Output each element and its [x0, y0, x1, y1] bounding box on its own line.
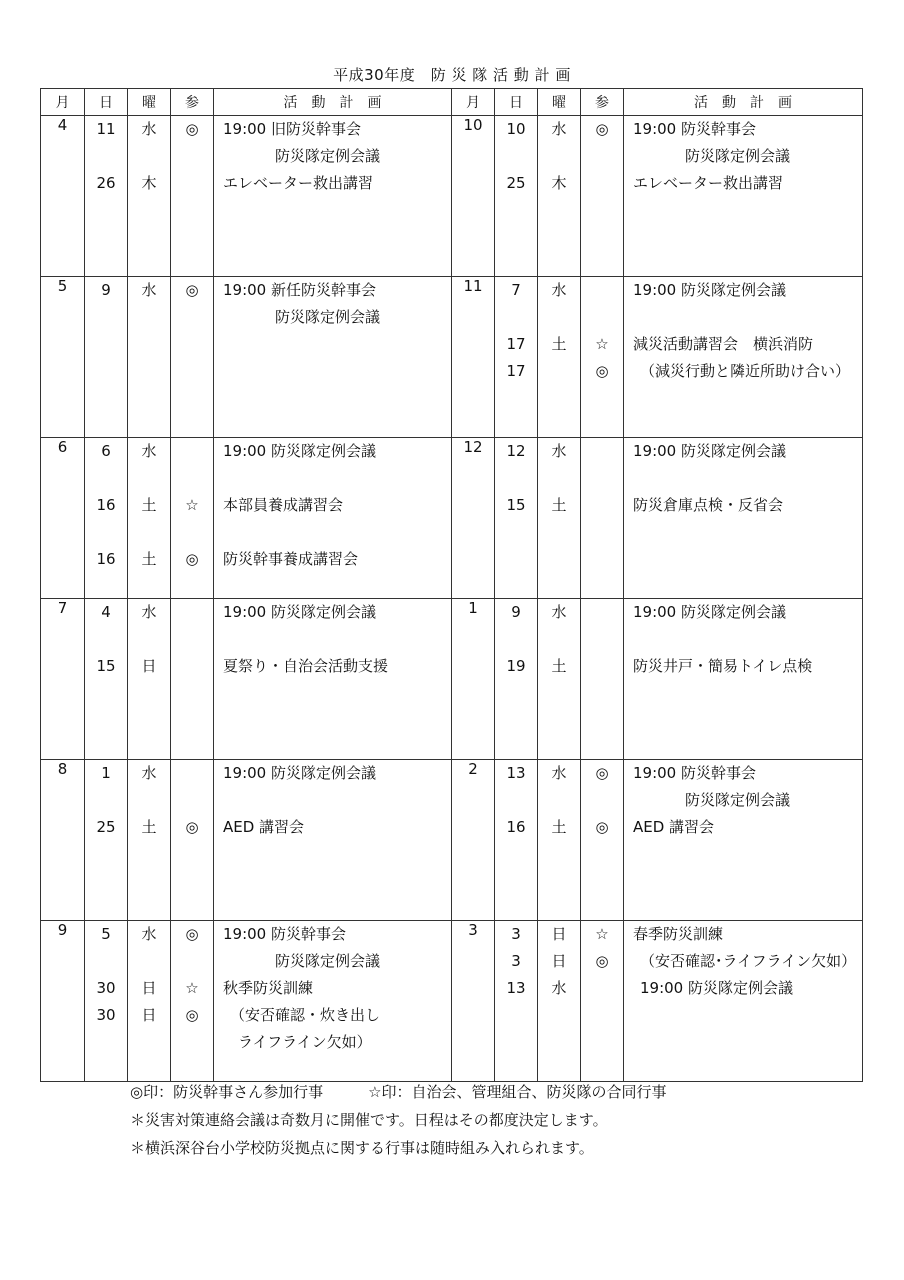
- plan-text: 19:00 防災幹事会: [633, 120, 756, 138]
- header-weekday: 曜: [128, 89, 171, 116]
- weekday-cell: [128, 760, 171, 921]
- day-cell: [495, 921, 538, 1082]
- day-value: 30: [96, 979, 116, 997]
- day-value: [85, 626, 127, 653]
- day-cell: [495, 116, 538, 277]
- plan-text: 減災活動講習会 横浜消防: [633, 335, 814, 353]
- plan-text: 防災隊定例会議: [275, 308, 381, 326]
- weekday-value: 土: [551, 335, 567, 353]
- day-value: 3: [511, 925, 521, 943]
- day-value: [85, 465, 127, 492]
- month-number: 3: [468, 921, 478, 939]
- weekday-value: [128, 519, 170, 546]
- weekday-value: 日: [551, 952, 567, 970]
- day-value: 9: [511, 603, 521, 621]
- plan-text: 19:00 旧防災幹事会: [223, 120, 361, 138]
- plan-text: エレベーター救出講習: [223, 174, 374, 192]
- note-school-base: ＊横浜深谷台小学校防災拠点に関する行事は随時組み入れられます。: [130, 1139, 594, 1157]
- month-cell: [41, 760, 85, 921]
- day-value: 15: [96, 657, 116, 675]
- participation-mark: [581, 277, 623, 304]
- participation-mark: ◎: [595, 362, 609, 380]
- day-value: 12: [506, 442, 526, 460]
- weekday-value: 日: [141, 979, 157, 997]
- participation-cell: [171, 921, 214, 1082]
- day-value: 25: [96, 818, 116, 836]
- participation-mark: [171, 1029, 213, 1056]
- weekday-value: 日: [551, 925, 567, 943]
- participation-mark: [581, 465, 623, 492]
- weekday-value: 水: [551, 120, 567, 138]
- participation-mark: ◎: [595, 120, 609, 138]
- month-row: [41, 760, 863, 921]
- weekday-value: 水: [141, 603, 157, 621]
- participation-mark: ◎: [185, 550, 199, 568]
- weekday-value: [538, 304, 580, 331]
- weekday-value: 水: [141, 764, 157, 782]
- day-cell: [495, 277, 538, 438]
- participation-mark: [581, 438, 623, 465]
- day-value: 30: [96, 1006, 116, 1024]
- plan-cell: [214, 921, 452, 1082]
- day-cell: [85, 760, 128, 921]
- day-value: 3: [511, 952, 521, 970]
- plan-cell: [214, 116, 452, 277]
- weekday-value: 日: [141, 657, 157, 675]
- plan-cell: [624, 599, 863, 760]
- participation-cell: [581, 438, 624, 599]
- day-value: 13: [506, 764, 526, 782]
- plan-text: AED 講習会: [223, 818, 305, 836]
- plan-cell: [624, 438, 863, 599]
- plan-cell: [624, 116, 863, 277]
- participation-mark: [171, 170, 213, 197]
- month-cell: [452, 438, 495, 599]
- header-plan: 活 動 計 画: [214, 89, 452, 116]
- plan-text: 19:00 防災幹事会: [223, 925, 346, 943]
- plan-cell: [214, 277, 452, 438]
- participation-cell: [581, 116, 624, 277]
- month-cell: [452, 277, 495, 438]
- weekday-value: 水: [141, 442, 157, 460]
- plan-cell: [624, 921, 863, 1082]
- plan-text: 19:00 防災隊定例会議: [640, 979, 793, 997]
- participation-mark: [171, 599, 213, 626]
- weekday-value: 土: [141, 818, 157, 836]
- weekday-value: 水: [141, 925, 157, 943]
- month-cell: [452, 116, 495, 277]
- day-value: [495, 465, 537, 492]
- participation-mark: [171, 787, 213, 814]
- weekday-value: 水: [551, 764, 567, 782]
- month-cell: [452, 921, 495, 1082]
- weekday-value: 日: [141, 1006, 157, 1024]
- participation-mark: [171, 465, 213, 492]
- weekday-cell: [128, 277, 171, 438]
- day-value: [85, 948, 127, 975]
- month-number: 10: [463, 116, 483, 134]
- plan-text: 19:00 防災隊定例会議: [223, 764, 376, 782]
- day-value: 15: [506, 496, 526, 514]
- header-plan: 活 動 計 画: [624, 89, 863, 116]
- month-cell: [41, 921, 85, 1082]
- month-row: [41, 116, 863, 277]
- participation-mark: [171, 438, 213, 465]
- day-value: [85, 1029, 127, 1056]
- header-month: 月: [452, 89, 495, 116]
- participation-mark: [171, 143, 213, 170]
- plan-text: エレベーター救出講習: [633, 174, 784, 192]
- day-value: 11: [96, 120, 116, 138]
- header-participation: 参: [581, 89, 624, 116]
- weekday-value: 土: [141, 496, 157, 514]
- day-cell: [85, 599, 128, 760]
- weekday-value: 水: [141, 120, 157, 138]
- plan-text: AED 講習会: [633, 818, 715, 836]
- plan-cell: [214, 599, 452, 760]
- day-cell: [85, 116, 128, 277]
- participation-cell: [171, 760, 214, 921]
- plan-text: 19:00 新任防災幹事会: [223, 281, 376, 299]
- participation-mark: [171, 626, 213, 653]
- participation-cell: [581, 277, 624, 438]
- month-number: 1: [468, 599, 478, 617]
- note-disaster-meeting: ＊災害対策連絡会議は奇数月に開催です。日程はその都度決定します。: [130, 1111, 608, 1129]
- day-value: [495, 143, 537, 170]
- plan-text: [214, 465, 451, 492]
- plan-text: [214, 787, 451, 814]
- day-value: 13: [506, 979, 526, 997]
- weekday-value: [128, 304, 170, 331]
- plan-text: 防災隊定例会議: [275, 147, 381, 165]
- weekday-cell: [538, 277, 581, 438]
- day-value: [495, 787, 537, 814]
- page-title: 平成30年度 防 災 隊 活 動 計 画: [333, 66, 571, 84]
- month-cell: [41, 599, 85, 760]
- participation-mark: ◎: [595, 952, 609, 970]
- month-number: 5: [57, 277, 68, 295]
- plan-text: （減災行動と隣近所助け合い）: [640, 362, 851, 380]
- day-value: [85, 519, 127, 546]
- day-value: 19: [506, 657, 526, 675]
- weekday-value: 土: [141, 550, 157, 568]
- weekday-value: 水: [551, 979, 567, 997]
- weekday-value: 水: [551, 603, 567, 621]
- day-value: 16: [96, 496, 116, 514]
- month-number: 9: [57, 921, 68, 939]
- month-number: 4: [57, 116, 68, 134]
- day-value: [85, 787, 127, 814]
- day-cell: [495, 599, 538, 760]
- plan-text: 19:00 防災隊定例会議: [633, 603, 786, 621]
- plan-text: 19:00 防災隊定例会議: [633, 442, 786, 460]
- day-value: 7: [511, 281, 521, 299]
- weekday-value: 土: [551, 496, 567, 514]
- weekday-value: 土: [551, 657, 567, 675]
- weekday-value: [128, 143, 170, 170]
- participation-mark: [581, 626, 623, 653]
- header-participation: 参: [171, 89, 214, 116]
- month-cell: [452, 760, 495, 921]
- weekday-value: 水: [551, 281, 567, 299]
- header-weekday: 曜: [538, 89, 581, 116]
- day-value: 9: [101, 281, 111, 299]
- day-value: 17: [506, 362, 526, 380]
- weekday-value: [128, 626, 170, 653]
- participation-mark: ◎: [185, 1006, 199, 1024]
- plan-text: [214, 519, 451, 546]
- day-value: 16: [96, 550, 116, 568]
- activity-plan-table: [40, 88, 863, 1082]
- plan-text: 19:00 防災幹事会: [633, 764, 756, 782]
- weekday-value: [128, 1029, 170, 1056]
- month-row: [41, 277, 863, 438]
- weekday-value: 木: [141, 174, 157, 192]
- day-value: 26: [96, 174, 116, 192]
- plan-text: 春季防災訓練: [633, 925, 724, 943]
- day-value: 25: [506, 174, 526, 192]
- plan-text: （安否確認・炊き出し: [230, 1006, 381, 1024]
- plan-cell: [624, 277, 863, 438]
- weekday-cell: [538, 921, 581, 1082]
- header-month: 月: [41, 89, 85, 116]
- participation-mark: ☆: [185, 496, 199, 514]
- plan-text: 19:00 防災隊定例会議: [223, 442, 376, 460]
- participation-mark: [171, 304, 213, 331]
- weekday-value: 水: [551, 442, 567, 460]
- weekday-cell: [538, 760, 581, 921]
- month-cell: [41, 438, 85, 599]
- plan-text: 19:00 防災隊定例会議: [633, 281, 786, 299]
- participation-mark: [581, 304, 623, 331]
- plan-text: 秋季防災訓練: [223, 979, 314, 997]
- participation-cell: [581, 760, 624, 921]
- plan-text: ライフライン欠如）: [238, 1033, 372, 1051]
- participation-mark: [581, 599, 623, 626]
- month-number: 2: [468, 760, 478, 778]
- participation-cell: [581, 921, 624, 1082]
- day-value: 17: [506, 335, 526, 353]
- plan-text: 防災井戸・簡易トイレ点検: [633, 657, 813, 675]
- weekday-cell: [128, 599, 171, 760]
- notes: [130, 1078, 667, 1162]
- month-row: [41, 438, 863, 599]
- participation-mark: [581, 787, 623, 814]
- plan-text: 防災隊定例会議: [685, 147, 791, 165]
- participation-cell: [581, 599, 624, 760]
- plan-text: 本部員養成講習会: [223, 496, 344, 514]
- month-number: 11: [463, 277, 483, 295]
- day-value: 1: [101, 764, 111, 782]
- participation-mark: ◎: [595, 764, 609, 782]
- weekday-value: [128, 787, 170, 814]
- day-cell: [85, 921, 128, 1082]
- participation-mark: [581, 170, 623, 197]
- participation-mark: [171, 653, 213, 680]
- day-cell: [495, 760, 538, 921]
- weekday-value: [538, 358, 580, 385]
- header-day: 日: [85, 89, 128, 116]
- day-value: 6: [101, 442, 111, 460]
- day-value: [85, 304, 127, 331]
- plan-cell: [214, 438, 452, 599]
- participation-cell: [171, 277, 214, 438]
- participation-mark: ◎: [185, 818, 199, 836]
- participation-cell: [171, 438, 214, 599]
- participation-mark: [171, 948, 213, 975]
- participation-mark: [581, 653, 623, 680]
- participation-mark: [171, 519, 213, 546]
- day-value: 5: [101, 925, 111, 943]
- note-legend: ◎印：防災幹事さん参加行事 ☆印：自治会、管理組合、防災隊の合同行事: [130, 1083, 667, 1101]
- participation-mark: [581, 492, 623, 519]
- participation-mark: ◎: [185, 281, 199, 299]
- weekday-value: [538, 787, 580, 814]
- weekday-value: [128, 948, 170, 975]
- participation-mark: [581, 975, 623, 1002]
- plan-cell: [624, 760, 863, 921]
- month-cell: [41, 116, 85, 277]
- weekday-value: [538, 143, 580, 170]
- day-value: [85, 143, 127, 170]
- plan-text: 防災隊定例会議: [685, 791, 791, 809]
- weekday-value: 水: [141, 281, 157, 299]
- month-number: 6: [57, 438, 68, 456]
- participation-mark: ☆: [595, 925, 609, 943]
- weekday-value: [538, 465, 580, 492]
- participation-mark: ◎: [595, 818, 609, 836]
- participation-mark: [171, 760, 213, 787]
- plan-cell: [214, 760, 452, 921]
- weekday-value: 木: [551, 174, 567, 192]
- weekday-cell: [128, 116, 171, 277]
- participation-cell: [171, 599, 214, 760]
- participation-mark: ◎: [185, 925, 199, 943]
- day-cell: [85, 438, 128, 599]
- plan-text: 夏祭り・自治会活動支援: [223, 657, 389, 675]
- header-row: [41, 89, 863, 116]
- day-cell: [85, 277, 128, 438]
- plan-text: （安否確認･ライフライン欠如）: [640, 952, 857, 970]
- month-number: 12: [463, 438, 483, 456]
- weekday-cell: [538, 599, 581, 760]
- weekday-value: 土: [551, 818, 567, 836]
- day-value: [495, 626, 537, 653]
- day-value: [495, 304, 537, 331]
- day-value: 16: [506, 818, 526, 836]
- participation-cell: [171, 116, 214, 277]
- weekday-cell: [538, 438, 581, 599]
- plan-text: [214, 626, 451, 653]
- plan-text: [624, 626, 862, 653]
- weekday-cell: [128, 438, 171, 599]
- plan-text: 19:00 防災隊定例会議: [223, 603, 376, 621]
- day-value: 4: [101, 603, 111, 621]
- month-row: [41, 921, 863, 1082]
- plan-text: 防災隊定例会議: [275, 952, 381, 970]
- weekday-value: [538, 626, 580, 653]
- participation-mark: ☆: [185, 979, 199, 997]
- month-cell: [41, 277, 85, 438]
- day-cell: [495, 438, 538, 599]
- month-row: [41, 599, 863, 760]
- participation-mark: ◎: [185, 120, 199, 138]
- month-cell: [452, 599, 495, 760]
- plan-text: [624, 304, 862, 331]
- header-day: 日: [495, 89, 538, 116]
- weekday-cell: [538, 116, 581, 277]
- participation-mark: [581, 143, 623, 170]
- month-number: 7: [57, 599, 68, 617]
- participation-mark: ☆: [595, 335, 609, 353]
- plan-text: 防災倉庫点検・反省会: [633, 496, 784, 514]
- day-value: 10: [506, 120, 526, 138]
- month-number: 8: [57, 760, 68, 778]
- weekday-value: [128, 465, 170, 492]
- weekday-cell: [128, 921, 171, 1082]
- plan-text: [624, 465, 862, 492]
- plan-text: 防災幹事養成講習会: [223, 550, 359, 568]
